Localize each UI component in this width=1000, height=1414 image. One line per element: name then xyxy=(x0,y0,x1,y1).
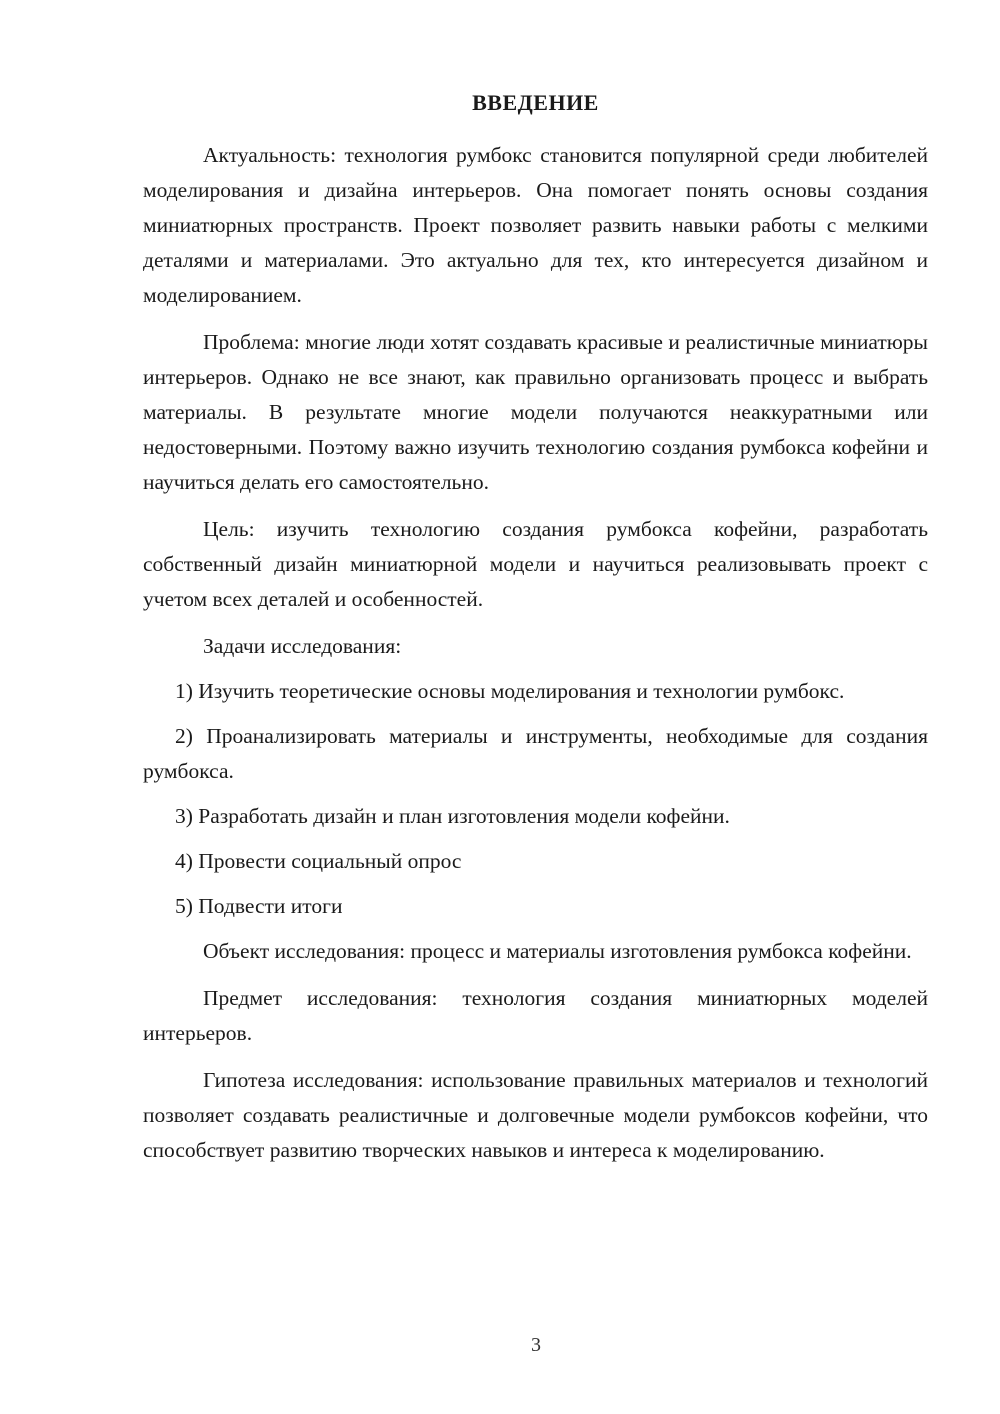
object-paragraph: Объект исследования: процесс и материалы изготовления румбокса кофейни. xyxy=(203,939,912,963)
tasks-label: Задачи исследования: xyxy=(203,634,402,658)
subject-paragraph: Предмет исследования: технология создания миниатюрных моделей интерьеров. xyxy=(143,986,928,1045)
task-item-3: 3) Разработать дизайн и план изготовления модели кофейни. xyxy=(175,804,730,828)
problem-paragraph: Проблема: многие люди хотят создавать красивые и реалистичные миниатюры интерьеров. Однако не все знают, как правильно организовать процесс и выбрать материалы. В результате многие модели получаются неаккуратными или недостоверными. Поэтому важно изучить технологию создания румбокса кофейни и научиться делать его самостоятельно. xyxy=(143,330,928,494)
page-title: ВВЕДЕНИЕ xyxy=(472,90,599,115)
task-item-1: 1) Изучить теоретические основы моделирования и технологии румбокс. xyxy=(175,679,845,703)
page-number: 3 xyxy=(531,1334,541,1356)
task-item-2: 2) Проанализировать материалы и инструменты, необходимые для создания румбокса. xyxy=(143,724,928,783)
task-item-4: 4) Провести социальный опрос xyxy=(175,849,462,873)
hypothesis-paragraph: Гипотеза исследования: использование правильных материалов и технологий позволяет создавать реалистичные и долговечные модели румбоксов кофейни, что способствует развитию творческих навыков и интереса к моделированию. xyxy=(143,1068,928,1162)
relevance-paragraph: Актуальность: технология румбокс становится популярной среди любителей моделирования и дизайна интерьеров. Она помогает понять основы создания миниатюрных пространств. Проект позволяет развить навыки работы с мелкими деталями и материалами. Это актуально для тех, кто интересуется дизайном и моделированием. xyxy=(143,143,928,307)
goal-paragraph: Цель: изучить технологию создания румбокса кофейни, разработать собственный дизайн миниатюрной модели и научиться реализовывать проект с учетом всех деталей и особенностей. xyxy=(143,517,928,611)
document-page xyxy=(143,90,928,1180)
task-item-5: 5) Подвести итоги xyxy=(175,894,343,918)
